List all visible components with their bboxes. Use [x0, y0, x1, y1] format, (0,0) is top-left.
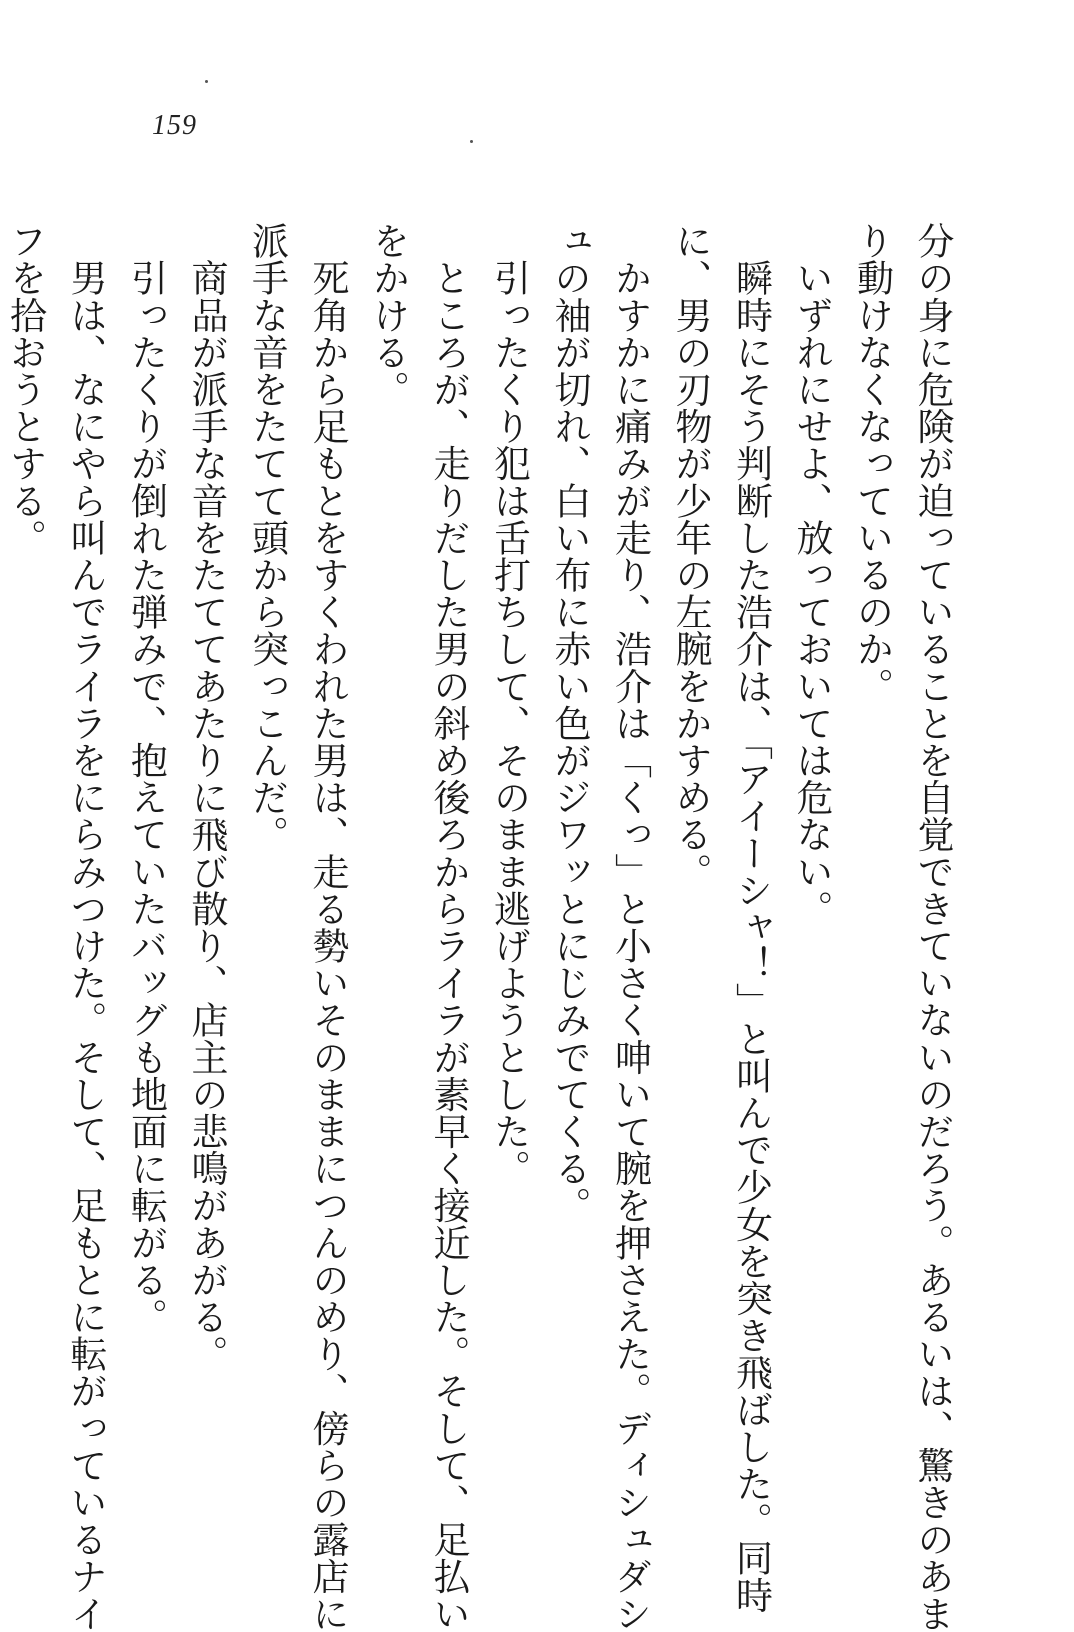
text-line: 分の身に危険が迫っていることを自覚できていないのだろう。あるいは、驚きのあま — [911, 222, 954, 1632]
body-text — [0, 222, 962, 1632]
text-line: 引ったくり犯は舌打ちして、そのまま逃げようとした。 — [487, 222, 531, 1187]
text-line: ところが、走りだした男の斜め後ろからライラが素早く接近した。そして、足払い — [427, 222, 470, 1632]
text-line: いずれにせよ、放っておいては危ない。 — [790, 222, 833, 927]
text-line: に、男の刃物が少年の左腕をかすめる。 — [669, 222, 712, 890]
text-line: ュの袖が切れ、白い布に赤い色がジワッとにじみでてくる。 — [548, 222, 591, 1224]
text-line: 男は、なにやら叫んでライラをにらみつけた。そして、足もとに転がっているナイ — [64, 222, 107, 1632]
text-line: フを拾おうとする。 — [3, 222, 47, 556]
print-speck — [205, 80, 208, 83]
text-line: り動けなくなっているのか。 — [850, 222, 894, 705]
text-line: 商品が派手な音をたててあたりに飛び散り、店主の悲鳴があがる。 — [185, 222, 228, 1373]
text-line: かすかに痛みが走り、浩介は「くっ」と小さく呻いて腕を押さえた。ディシュダシ — [608, 222, 652, 1632]
text-line: 死角から足もとをすくわれた男は、走る勢いそのままにつんのめり、傍らの露店に — [306, 222, 349, 1632]
text-line: 引ったくりが倒れた弾みで、抱えていたバッグも地面に転がる。 — [124, 222, 168, 1335]
print-speck — [470, 140, 473, 143]
text-line: をかける。 — [366, 222, 410, 408]
text-line: 派手な音をたてて頭から突っこんだ。 — [245, 222, 289, 853]
text-line: 瞬時にそう判断した浩介は、「アイーシャ！」と叫んで少女を突き飛ばした。同時 — [729, 222, 773, 1614]
page-number: 159 — [152, 110, 197, 141]
